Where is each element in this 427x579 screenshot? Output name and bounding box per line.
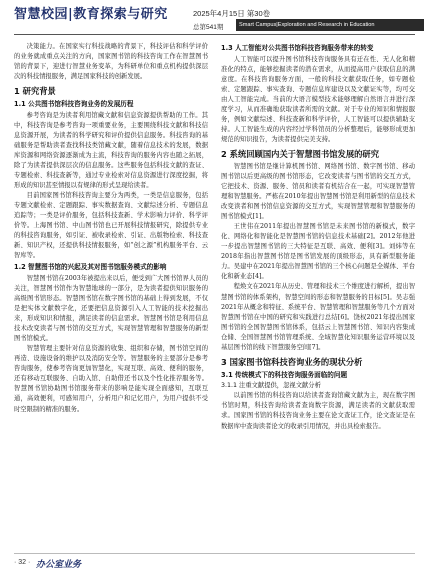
heading-2: 2 系统回顾国内关于智慧图书馆发展的研究 [221, 148, 380, 159]
journal-brand: 智慧校园|教育探索与研究 [14, 7, 168, 22]
paragraph-1-1-a: 参考咨询是为读者利用馆藏文献和信息资源提供帮助的工作。其中，科技咨询是参考咨询一项重要业务，主要围绕科技文献和科技信息资源开展，为读者的科学研究和评价提供信息服务。科技咨询的基础服务是帮助读者查找科技类馆藏文献，随着信息技术的发展，数据库资源和网络资源逐渐成为主流，科技咨询的服务内容也随之拓展，除了为读者提供深层次的信息服务。这些服务包括科技文献的查证、专题检索、科技查新等，通过专业检索对信息资源进行深度挖掘，将形成的知识甚至情报以有规律的形式呈现给读者。 [14, 111, 208, 190]
heading-3: 3 国家图书馆科技咨询业务的现状分析 [221, 356, 363, 367]
paragraph-3-1-1: 以前图书馆的科技咨询以给读者查询馆藏文献为主，现在数字图书馆时期，科技咨询给读者查询数字资源，满足读者的文献获取需求。国家图书馆的科技咨询业务主要在论文查证工作，论文查证是在数据库中查询读者论文的收录引用情况，并出具检索报告。 [221, 392, 415, 430]
right-column [221, 42, 415, 547]
heading-1-3: 1.3 人工智能对公共图书馆科技咨询服务带来的转变 [221, 44, 374, 52]
paragraph-1-3: 人工智能可以提升图书馆科技咨询服务具有迁在性、无人化和精准化的特点，能够挖掘读者的潜在需求，从而提高用户获取信息的满意度。在科技咨询服务方面，一般的科技文献获取任务，如专题检索、定题跟踪、事实查询、专题信息库建设以及文献证实等，均可交由人工智能完成。当前的大语言模型技术能够理解自然语言并进行深度学习，从而准确地获取读者所需的文献。对于专业的知识和情报服务，例如文献综述、科技查新和科学评价，人工智能可以提供辅助支持。人工智能生成的内容经过学科馆员的分析整理后，能够形成更加规范的知识报告，为读者提供完美支持。 [221, 55, 415, 143]
heading-3-1: 3.1 传统模式下的科技咨询服务面临的问题 [221, 370, 348, 379]
heading-3-1-1: 3.1.1 注重文献提供，忽视文献分析 [221, 382, 321, 390]
paragraph-1-2-b: 智慧管理主要针对信息资源的收集、组织和存储，图书馆空间的再造、设施设备的维护以及消防安全等。智慧服务的主要部分是参考咨询服务，使参考咨询更加智慧化，实现互联、高效、便利的服务，还有移动互联服务、自助入馆、自助借还书以及个性化推荐服务等。智慧图书馆协助图书馆服务带来的影响是能实现全面感知，互联互通，高效便利，可感知用户，分析用户和记忆用户，为用户提供不受时空限制的精准的服务。 [14, 345, 208, 413]
header-divider [14, 34, 415, 35]
paragraph-1-2-a: 智慧图书馆在2003年被提出来以后，便受到广大图书馆界人员的关注，智慧图书馆作为智慧地球的一部分，是为读者提供知识服务的高级图书馆形态。智慧图书馆在数字图书馆的基础上得到发展，不仅是把实体文献数字化，还要把信息资源引入人工智能的技术挖掘出来，形成知识和情报，满足读者的信息需求。智慧图书馆是利用信息技术改变读者与图书馆的交互方式，实现智慧管理和智慧服务的新型图书馆模式。 [14, 274, 208, 343]
intro-paragraph: 决策能力。在国家实行科技战略的背景下，科技评估和科学评价的业务就成重点关注的方向，国家图书馆的科技咨询工作在智慧图书馆的背景下，迎进行智慧业务变革，为科研单位和重点机构提供深层次的科技情报服务，满足国家科技的创新发展。 [14, 43, 208, 81]
paragraph-1-1-b: 目前国家图书馆科技咨询主要分为两类，一类是信息服务，包括专题文献检索、定题跟踪、事实数据查询、文献综述分析、专题信息追踪等；一类是评价服务，包括科技查新、学术影响力评价、科学评价等。上海图书馆、中山图书馆也已开展科技情报研究，除提供专业的科技咨询服务，如引证、被收录检索、引证、出版物检索、科技查新、知识产权，还提供科技情报服务，如“创之源”机构服务平台、云智库等。 [14, 192, 208, 260]
paragraph-2-c: 程焕文在2021年从历史、管理和技术三个维度进行解析，提出智慧图书馆的体系架构，智慧空间的形态和智慧服务的目标[5]。吴志强2021年从概念和特征、系统平台、智慧管理和智慧服务等几个方面对智慧图书馆在中国的研究和实践进行总结[6]。饶权2021年提出国家图书馆的全国智慧图书馆体系，包括云上智慧图书馆、知识内容集成仓储、全国智慧图书馆管理系统、全域智慧化知识服务运营环境以及基层图书馆的线下智慧服务空间[7]。 [221, 283, 415, 351]
journal-name: 办公室业务 [36, 560, 82, 570]
english-banner: Smart Campus|Exploration and Research in Education [236, 19, 424, 31]
heading-research-background: 1 研究背景 [14, 86, 56, 97]
left-column [14, 42, 208, 547]
page-number: · 32 · [14, 559, 31, 566]
total-issue: 总第541期 [193, 24, 224, 31]
heading-1-2: 1.2 智慧图书馆的兴起及其对图书馆服务模式的影响 [14, 263, 167, 272]
footer-divider [14, 553, 415, 554]
heading-1-1: 1.1 公共图书馆科技咨询业务的发展历程 [14, 100, 134, 109]
paragraph-2-a: 智慧图书馆是继计算机图书馆、网络图书馆、数字图书馆、移动图书馆以后更高级的图书馆形态，它改变读者与图书馆的交互方式，它把技术、资源、服务、馆员和读者有机结合在一起，可实现智慧管理和智慧服务。严栋在2010年提出智慧图书馆是利用新型的信息技术改变读者和图书馆信息资源的交互方式，实现智慧管理和智慧服务的图书馆模式[1]。 [221, 162, 415, 221]
paragraph-2-b: 王世伟在2011年提出智慧图书馆是未来图书馆的新模式，数字化、网络化和智能化是智慧图书馆的信息技术基础[2]。2012年他进一步提出智慧图书馆的三大特征是互联、高效、便利[3]。刘炜等在2018年指出智慧图书馆是图书馆发展的顶级形态，具有新型服务能力。吴建中在2021年提出智慧图书馆的三个核心问题是全媒体、平台化和新业态[4]。 [221, 223, 415, 281]
page-header [0, 0, 427, 42]
issue-date: 2025年4月15日 第30卷 [193, 9, 271, 18]
